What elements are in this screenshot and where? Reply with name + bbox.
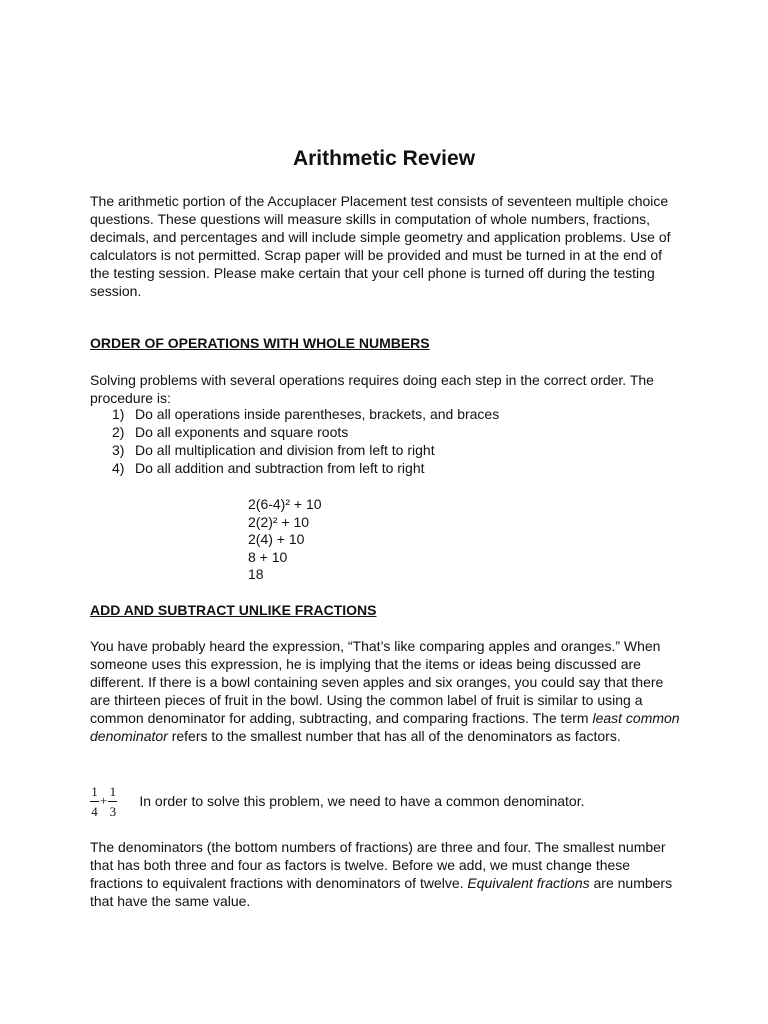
fraction-numerator: 1	[109, 783, 117, 799]
step-text: Do all addition and subtraction from left to right	[135, 460, 425, 476]
fraction-bar	[108, 801, 117, 802]
step-text: Do all exponents and square roots	[135, 424, 349, 440]
procedure-step	[112, 405, 499, 423]
fraction-example-text: In order to solve this problem, we need to have a common denominator.	[139, 793, 585, 809]
fraction-bar	[90, 801, 99, 802]
step-text: Do all multiplication and division from left to right	[135, 442, 435, 458]
denominators-text: The denominators (the bottom numbers of fractions) are three and four. The smallest number that has both three and four as factors is twelve. Before we add, we must change these fractions to equivalent fractions with denominators of twelve.	[90, 839, 666, 891]
section-heading-unlike-fractions: ADD AND SUBTRACT UNLIKE FRACTIONS	[90, 602, 377, 618]
procedure-step	[112, 423, 499, 441]
plus-sign: +	[100, 793, 108, 808]
intro-paragraph: The arithmetic portion of the Accuplacer Placement test consists of seventeen multiple choice questions. These questions will measure skills in computation of whole numbers, fractions, decimals, and percentages and will include simple geometry and application problems. Use of calculators is not permitted. Scrap paper will be provided and must be turned in at the end of the testing session. Please make certain that your cell phone is turned off during the testing session.	[90, 193, 671, 299]
fraction-denominator: 4	[91, 803, 98, 819]
worked-example-line: 8 + 10	[248, 548, 288, 565]
step-number: 2)	[112, 424, 125, 440]
fraction-one-fourth	[90, 784, 99, 819]
worked-example-line: 18	[248, 566, 264, 582]
fraction-denominator: 3	[109, 803, 117, 819]
worked-example-line: 2(2)² + 10	[248, 513, 310, 530]
worked-example-line: 2(6-4)² + 10	[248, 496, 322, 512]
fraction-numerator: 1	[91, 783, 98, 799]
step-number: 3)	[112, 442, 125, 458]
fraction-example	[90, 780, 584, 822]
denominators-paragraph	[90, 838, 680, 910]
equivalent-fractions-term: Equivalent fractions	[467, 875, 590, 891]
step-number: 4)	[112, 460, 125, 476]
worked-example-line: 2(4) + 10	[248, 531, 305, 547]
worked-example	[248, 495, 322, 583]
step-text: Do all operations inside parentheses, brackets, and braces	[135, 406, 500, 422]
fractions-intro-paragraph	[90, 637, 680, 745]
denominators-text-end: are numbers that have the same value.	[90, 875, 673, 909]
page-title: Arithmetic Review	[292, 147, 476, 170]
procedure-step	[112, 441, 499, 459]
procedure-step	[112, 459, 499, 477]
section-heading-order-of-operations: ORDER OF OPERATIONS WITH WHOLE NUMBERS	[90, 335, 430, 351]
step-number: 1)	[112, 406, 125, 422]
fraction-one-third	[108, 784, 117, 819]
fractions-intro-text: You have probably heard the expression, “That’s like comparing apples and oranges.” When someone uses this expression, he is implying that the items or ideas being discussed are different. If there is a bowl containing seven apples and six oranges, you could say that there are thirteen pieces of fruit in the bowl. Using the common label of fruit is similar to using a common denominator for adding, subtracting, and comparing fractions. The term	[90, 638, 664, 726]
order-of-operations-intro: Solving problems with several operations requires doing each step in the correct order. The procedure is:	[90, 372, 654, 406]
least-common-denominator-term: least common denominator	[90, 710, 680, 744]
fractions-intro-text-end: refers to the smallest number that has all of the denominators as factors.	[167, 728, 621, 744]
procedure-steps-list	[112, 405, 499, 477]
